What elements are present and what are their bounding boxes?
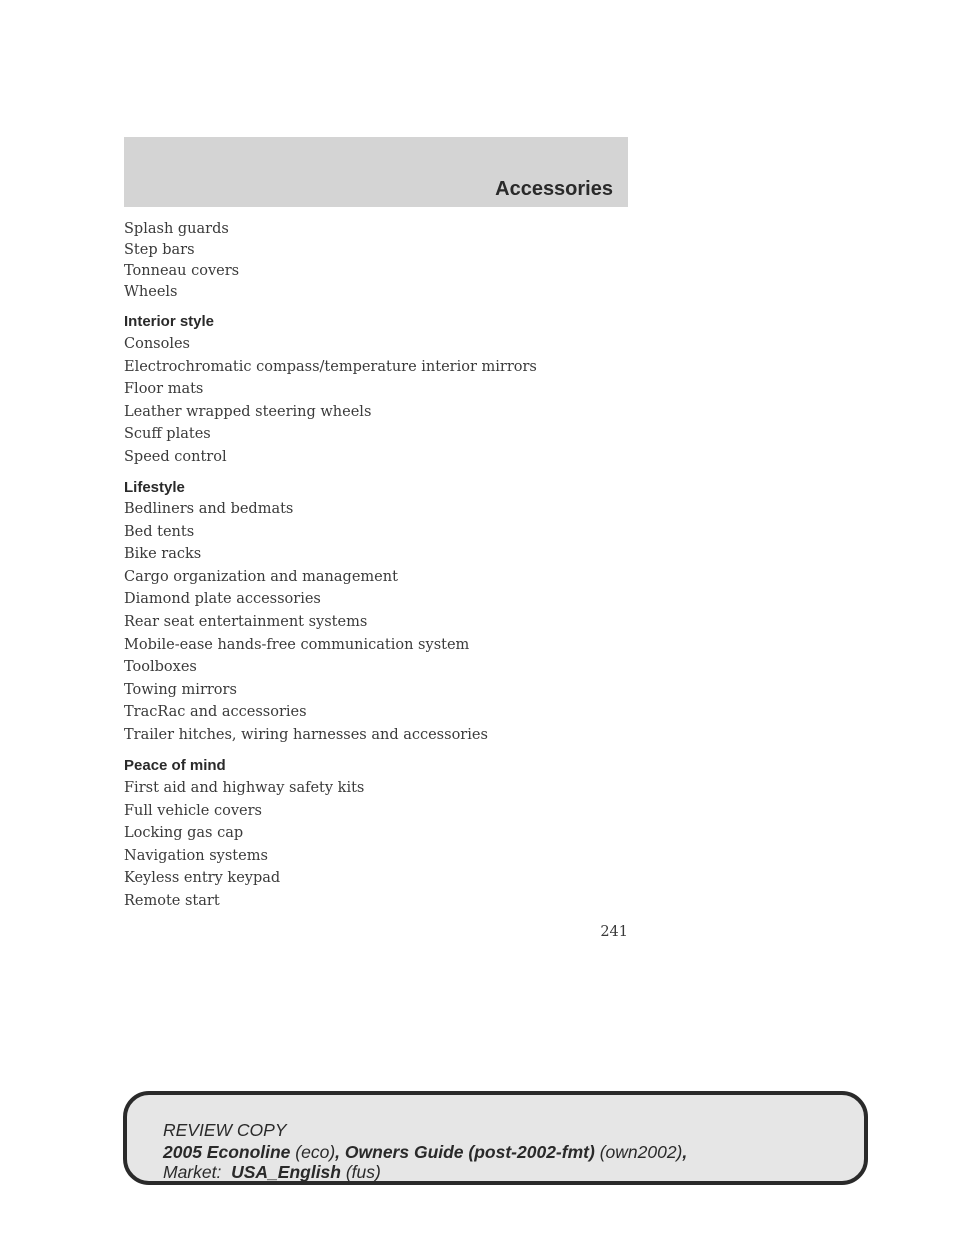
list-item: First aid and highway safety kits: [124, 780, 365, 796]
market-label: Market:: [163, 1162, 222, 1182]
list-item: Toolboxes: [124, 659, 197, 676]
market-name: USA_English: [231, 1162, 341, 1182]
list-item: Mobile-ease hands-free communication system: [124, 636, 470, 653]
market-code: (fus): [345, 1162, 381, 1182]
list-item: Diamond plate accessories: [124, 591, 321, 608]
section-header-bar: [124, 137, 628, 207]
lifestyle-list: [124, 498, 488, 747]
list-item: Cargo organization and management: [124, 568, 398, 585]
interior-style-list: [124, 333, 537, 469]
list-item: Electrochromatic compass/temperature interior mirrors: [124, 358, 537, 375]
exterior-list: [124, 219, 239, 303]
list-item: Rear seat entertainment systems: [124, 613, 368, 630]
list-item: Wheels: [124, 284, 178, 300]
model-code: (eco): [295, 1142, 336, 1162]
lifestyle-heading: Lifestyle: [124, 479, 185, 496]
separator: ,: [682, 1142, 688, 1162]
review-copy-box: [123, 1091, 868, 1185]
list-item: Leather wrapped steering wheels: [124, 403, 372, 420]
list-item: Bike racks: [124, 546, 202, 563]
list-item: Remote start: [124, 892, 220, 909]
peace-of-mind-list: [124, 777, 364, 913]
list-item: Scuff plates: [124, 426, 211, 443]
list-item: Speed control: [124, 448, 227, 465]
list-item: Keyless entry keypad: [124, 870, 281, 887]
guide-name: Owners Guide (post-2002-fmt): [344, 1142, 595, 1162]
list-item: Navigation systems: [124, 847, 268, 864]
list-item: Trailer hitches, wiring harnesses and accessories: [124, 726, 488, 743]
list-item: Splash guards: [124, 221, 229, 237]
separator: ,: [335, 1142, 345, 1162]
list-item: TracRac and accessories: [124, 704, 307, 721]
list-item: Tonneau covers: [124, 263, 240, 279]
page-number: 241: [600, 924, 628, 940]
list-item: Locking gas cap: [124, 825, 244, 842]
review-copy-label: REVIEW COPY: [163, 1120, 287, 1140]
guide-code: (own2002): [599, 1142, 683, 1162]
market-info-line: [163, 1161, 381, 1183]
list-item: Full vehicle covers: [124, 802, 262, 819]
list-item: Floor mats: [124, 381, 204, 398]
list-item: Consoles: [124, 336, 190, 352]
model-name: 2005 Econoline: [163, 1142, 291, 1162]
list-item: Bed tents: [124, 523, 195, 540]
interior-style-heading: Interior style: [124, 313, 215, 330]
list-item: Bedliners and bedmats: [124, 501, 294, 517]
list-item: Step bars: [124, 242, 195, 258]
peace-of-mind-heading: Peace of mind: [124, 757, 226, 774]
list-item: Towing mirrors: [124, 681, 237, 698]
document-info-line: [163, 1141, 687, 1163]
section-title: Accessories: [495, 178, 613, 200]
